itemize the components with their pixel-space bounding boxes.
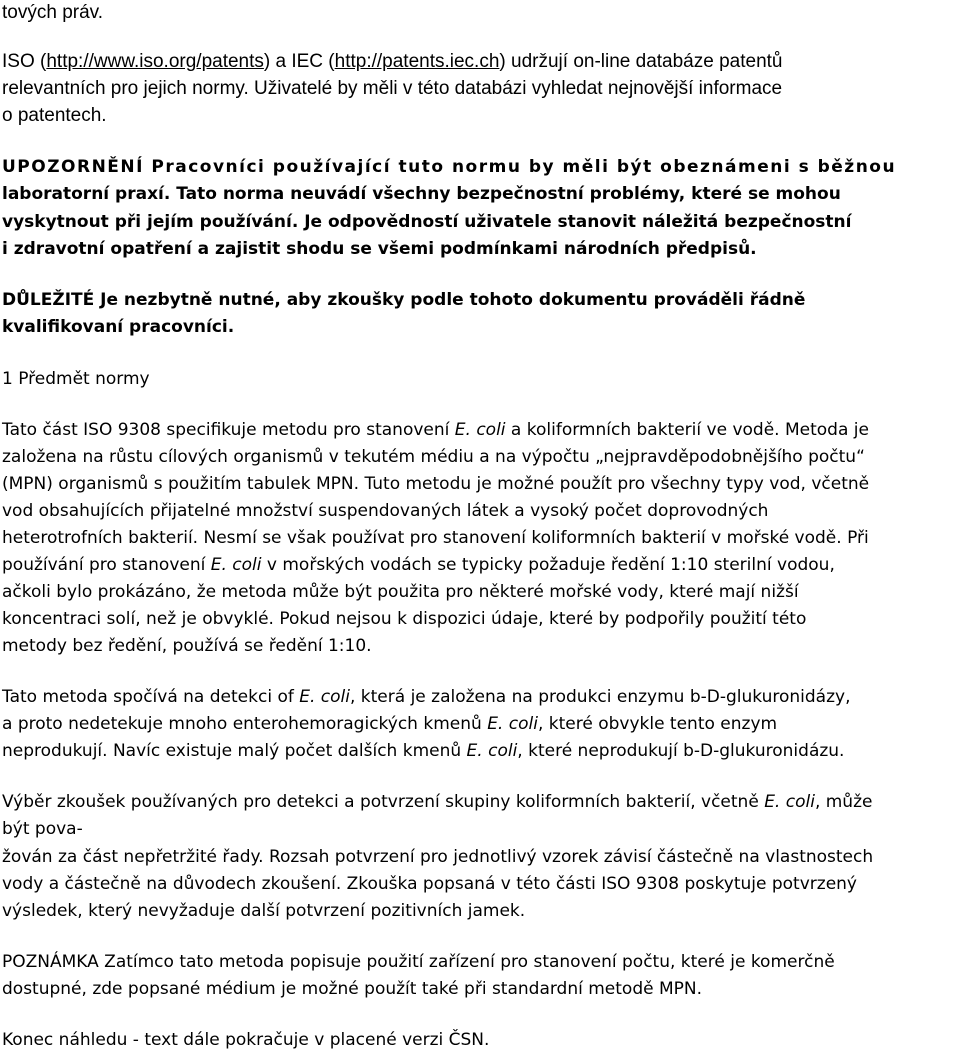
important-line-2: kvalifikovaní pracovníci. [2, 317, 235, 337]
e-coli-italic: E. coli [210, 555, 262, 575]
warning-line-2: laboratorní praxí. Tato norma neuvádí všechny bezpečnostní problémy, které se mohou [2, 184, 841, 204]
selection-text: , může [814, 792, 873, 812]
patents-line-1 [2, 51, 783, 73]
patents-text-2: ) a IEC ( [263, 51, 335, 72]
method-text: , která je založena na produkci enzymu b-D-glukuronidázy, [349, 687, 851, 707]
selection-text: Výběr zkoušek používaných pro detekci a potvrzení skupiny koliformních bakterií, včetně [2, 792, 765, 812]
patents-text-1: ISO ( [2, 51, 47, 72]
intro-tail-text: tových práv. [2, 2, 104, 23]
scope-line-1 [2, 420, 869, 440]
warning-line-4: i zdravotní opatření a zajistit shodu se všemi podmínkami národních předpisů. [2, 239, 757, 259]
scope-line-9: metody bez ředění, používá se ředění 1:10. [2, 636, 372, 656]
selection-line-4: vody a částečně na důvodech zkoušení. Zkouška popsaná v této části ISO 9308 poskytuje potvrzený [2, 874, 857, 894]
scope-line-3: (MPN) organismů s použitím tabulek MPN. Tuto metodu je možné použít pro všechny typy vod, včetně [2, 474, 870, 494]
selection-line-1 [2, 792, 872, 812]
patents-text-3: ) udržují on-line databáze patentů [499, 51, 783, 72]
scope-text: a koliformních bakterií ve vodě. Metoda je [505, 420, 869, 440]
e-coli-italic: E. coli [487, 714, 538, 734]
preview-end-notice: Konec náhledu - text dále pokračuje v placené verzi ČSN. [2, 1030, 490, 1050]
selection-line-2: být pova- [2, 819, 83, 839]
warning-line-3: vyskytnout při jejím používání. Je odpovědností uživatele stanovit náležitá bezpečnostní [2, 212, 852, 232]
scope-line-8: koncentraci solí, než je obvyklé. Pokud nejsou k dispozici údaje, které by podpořily použití této [2, 609, 807, 629]
scope-line-2: založena na růstu cílových organismů v tekutém médiu a na výpočtu „nejpravděpodobnějšího počtu“ [2, 447, 865, 467]
selection-line-3: žován za část nepřetržité řady. Rozsah potvrzení pro jednotlivý vzorek závisí částečně na vlastnostech [2, 847, 874, 867]
scope-text: používání pro stanovení [2, 555, 211, 575]
e-coli-italic: E. coli [454, 420, 506, 440]
patents-line-2: relevantních pro jejich normy. Uživatelé by měli v této databázi vyhledat nejnovější informace [2, 78, 783, 99]
note-line-1: POZNÁMKA Zatímco tato metoda popisuje použití zařízení pro stanovení počtu, které je komerčně [2, 952, 835, 972]
method-line-3 [2, 741, 844, 761]
scope-line-6 [2, 555, 835, 575]
patents-line-3: o patentech. [2, 105, 107, 126]
warning-line-1: UPOZORNĚNÍ Pracovníci používající tuto normu by měli být obeznámeni s běžnou [2, 157, 897, 177]
section-heading: 1 Předmět normy [2, 369, 150, 389]
iec-patents-link[interactable]: http://patents.iec.ch [334, 51, 500, 72]
method-text: , které obvykle tento enzym [537, 714, 778, 734]
method-text: Tato metoda spočívá na detekci of [2, 687, 300, 707]
method-text: a proto nedetekuje mnoho enterohemoragických kmenů [2, 714, 488, 734]
scope-line-4: vod obsahujících přijatelné množství suspendovaných látek a vysoký počet doprovodných [2, 501, 769, 521]
important-line-1: DŮLEŽITÉ Je nezbytně nutné, aby zkoušky podle tohoto dokumentu prováděli řádně [2, 290, 806, 310]
method-line-2 [2, 714, 777, 734]
scope-text: Tato část ISO 9308 specifikuje metodu pro stanovení [2, 420, 455, 440]
method-text: , které neprodukují b-D-glukuronidázu. [517, 741, 845, 761]
note-line-2: dostupné, zde popsané médium je možné použít také při standardní metodě MPN. [2, 979, 703, 999]
scope-line-7: ačkoli bylo prokázáno, že metoda může být použita pro některé mořské vody, které mají nižší [2, 582, 799, 602]
iso-patents-link[interactable]: http://www.iso.org/patents [46, 51, 264, 72]
e-coli-italic: E. coli [299, 687, 350, 707]
scope-text: v mořských vodách se typicky požaduje ředění 1:10 sterilní vodou, [261, 555, 835, 575]
e-coli-italic: E. coli [466, 741, 518, 761]
scope-line-5: heterotrofních bakterií. Nesmí se však používat pro stanovení koliformních bakterií v mořské vodě. Při [2, 528, 869, 548]
e-coli-italic: E. coli [764, 792, 815, 812]
method-line-1 [2, 687, 851, 707]
selection-line-5: výsledek, který nevyžaduje další potvrzení pozitivních jamek. [2, 901, 526, 921]
method-text: neprodukují. Navíc existuje malý počet dalších kmenů [2, 741, 467, 761]
